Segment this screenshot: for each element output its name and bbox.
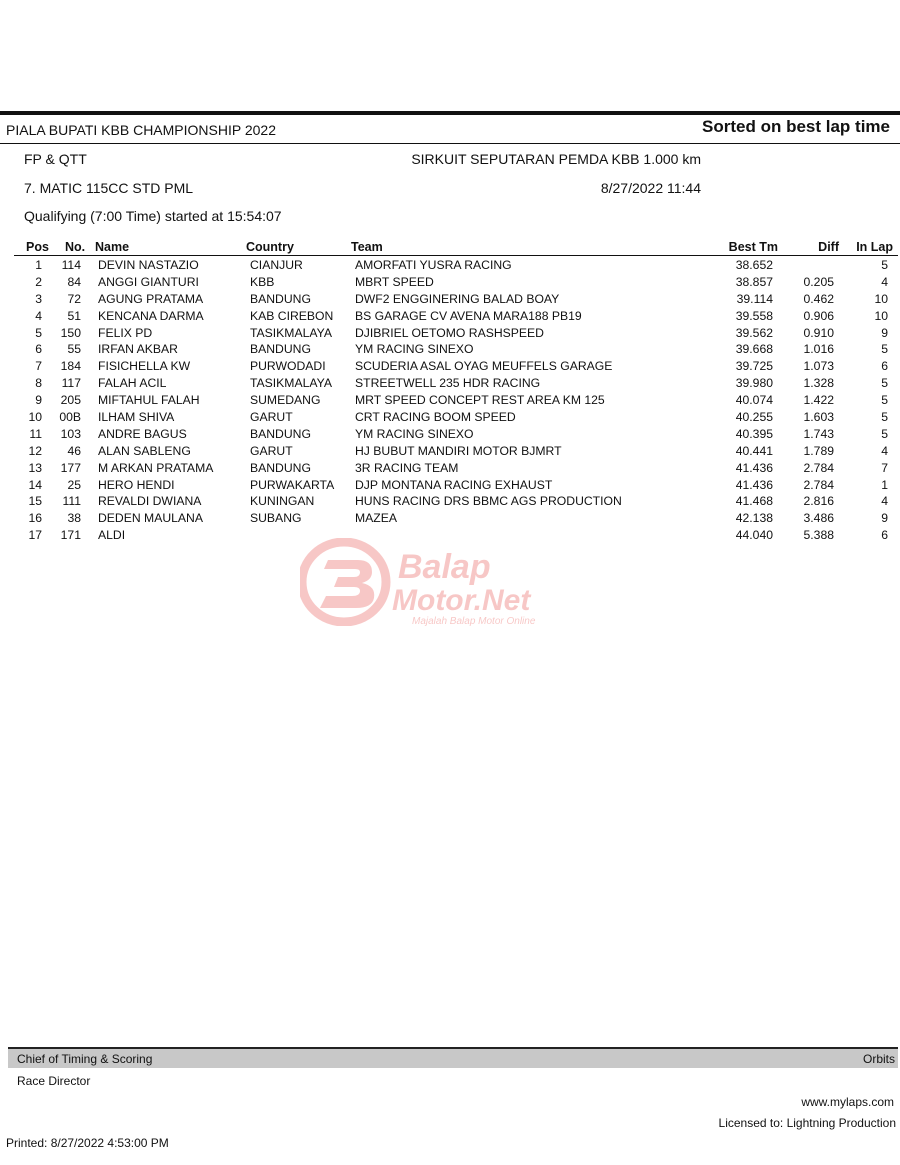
- cell-pos: 5: [35, 325, 42, 340]
- cell-best-time: 39.668: [735, 342, 773, 357]
- cell-name: DEVIN NASTAZIO: [98, 258, 199, 272]
- column-header-no: No.: [65, 240, 86, 254]
- cell-country: BANDUNG: [250, 342, 311, 357]
- table-row: [0, 461, 900, 478]
- balapmotor-watermark-logo: [300, 538, 602, 626]
- cell-best-time: 39.980: [735, 376, 773, 391]
- cell-pos: 8: [35, 376, 42, 391]
- cell-team: HUNS RACING DRS BBMC AGS PRODUCTION: [355, 494, 622, 509]
- cell-pos: 10: [28, 410, 42, 425]
- cell-best-time: 44.040: [735, 528, 773, 543]
- cell-team: YM RACING SINEXO: [355, 342, 474, 357]
- cell-name: HERO HENDI: [98, 477, 175, 492]
- results-table: [0, 258, 900, 545]
- cell-number: 103: [60, 426, 81, 441]
- cell-number: 171: [60, 528, 81, 543]
- cell-diff: 1.422: [803, 393, 834, 408]
- table-row: [0, 494, 900, 511]
- cell-best-time: 40.074: [735, 393, 773, 408]
- cell-name: ANDRE BAGUS: [98, 426, 187, 441]
- sort-label: Sorted on best lap time: [702, 117, 890, 136]
- cell-best-time: 41.468: [735, 494, 773, 509]
- cell-name: DEDEN MAULANA: [98, 511, 203, 526]
- cell-best-time: 40.395: [735, 426, 773, 441]
- cell-country: TASIKMALAYA: [250, 376, 332, 391]
- cell-pos: 6: [35, 342, 42, 357]
- table-row: [0, 444, 900, 461]
- datetime-label: 8/27/2022 11:44: [600, 180, 701, 196]
- cell-number: 205: [60, 393, 81, 408]
- table-row: [0, 478, 900, 495]
- cell-country: SUBANG: [250, 511, 302, 526]
- table-row: [0, 511, 900, 528]
- cell-number: 177: [60, 460, 81, 475]
- cell-country: PURWAKARTA: [250, 477, 335, 492]
- top-rule: [0, 111, 900, 115]
- cell-team: SCUDERIA ASAL OYAG MEUFFELS GARAGE: [355, 359, 613, 374]
- cell-in-lap: 4: [881, 274, 888, 289]
- cell-diff: 2.784: [803, 477, 834, 492]
- cell-pos: 9: [35, 393, 42, 408]
- cell-diff: 5.388: [803, 528, 834, 543]
- cell-in-lap: 4: [881, 443, 888, 458]
- cell-in-lap: 6: [881, 528, 888, 543]
- cell-team: 3R RACING TEAM: [355, 460, 459, 475]
- cell-pos: 1: [35, 258, 42, 272]
- cell-best-time: 39.725: [735, 359, 773, 374]
- cell-in-lap: 1: [881, 477, 888, 492]
- cell-best-time: 38.652: [735, 258, 773, 272]
- session-label: FP & QTT: [24, 151, 87, 167]
- cell-pos: 3: [35, 291, 42, 306]
- cell-diff: 0.906: [803, 308, 834, 323]
- cell-best-time: 38.857: [735, 274, 773, 289]
- table-row: [0, 275, 900, 292]
- cell-number: 00B: [59, 410, 81, 425]
- cell-number: 25: [67, 477, 81, 492]
- cell-name: KENCANA DARMA: [98, 308, 204, 323]
- printed-timestamp: Printed: 8/27/2022 4:53:00 PM: [6, 1136, 169, 1150]
- table-row: [0, 410, 900, 427]
- cell-diff: 3.486: [803, 511, 834, 526]
- circuit-label: SIRKUIT SEPUTARAN PEMDA KBB 1.000 km: [411, 151, 701, 167]
- column-header-diff: Diff: [818, 240, 839, 254]
- cell-best-time: 40.441: [735, 443, 773, 458]
- cell-number: 51: [67, 308, 81, 323]
- cell-diff: 2.816: [803, 494, 834, 509]
- cell-name: M ARKAN PRATAMA: [98, 460, 214, 475]
- cell-country: GARUT: [250, 410, 293, 425]
- cell-in-lap: 9: [881, 511, 888, 526]
- cell-country: TASIKMALAYA: [250, 325, 332, 340]
- cell-pos: 12: [28, 443, 42, 458]
- cell-pos: 11: [29, 426, 42, 441]
- cell-pos: 17: [28, 528, 42, 543]
- cell-country: KBB: [250, 274, 275, 289]
- cell-best-time: 39.558: [735, 308, 773, 323]
- cell-team: AMORFATI YUSRA RACING: [355, 258, 512, 272]
- event-title: PIALA BUPATI KBB CHAMPIONSHIP 2022: [6, 122, 276, 138]
- cell-name: MIFTAHUL FALAH: [98, 393, 200, 408]
- cell-number: 150: [60, 325, 81, 340]
- cell-team: CRT RACING BOOM SPEED: [355, 410, 516, 425]
- cell-country: PURWODADI: [250, 359, 326, 374]
- cell-diff: 2.784: [803, 460, 834, 475]
- cell-diff: 1.743: [803, 426, 834, 441]
- cell-name: AGUNG PRATAMA: [98, 291, 204, 306]
- cell-name: ALDI: [98, 528, 126, 543]
- cell-country: BANDUNG: [250, 460, 311, 475]
- cell-number: 84: [67, 274, 81, 289]
- cell-diff: 1.603: [803, 410, 834, 425]
- table-row: [0, 427, 900, 444]
- cell-number: 117: [61, 376, 81, 391]
- table-row: [0, 359, 900, 376]
- watermark-line1: Balap: [398, 548, 491, 586]
- cell-best-time: 41.436: [735, 460, 773, 475]
- cell-best-time: 40.255: [735, 410, 773, 425]
- cell-diff: 0.205: [803, 274, 834, 289]
- website-link[interactable]: www.mylaps.com: [801, 1095, 894, 1109]
- cell-in-lap: 5: [881, 258, 888, 272]
- cell-in-lap: 4: [881, 494, 888, 509]
- table-row: [0, 326, 900, 343]
- cell-country: BANDUNG: [250, 291, 311, 306]
- cell-team: BS GARAGE CV AVENA MARA188 PB19: [355, 308, 582, 323]
- cell-name: FISICHELLA KW: [98, 359, 191, 374]
- cell-in-lap: 7: [881, 460, 888, 475]
- cell-pos: 15: [28, 494, 42, 509]
- cell-diff: 1.016: [803, 342, 834, 357]
- table-row: [0, 376, 900, 393]
- cell-team: HJ BUBUT MANDIRI MOTOR BJMRT: [355, 443, 562, 458]
- cell-in-lap: 5: [881, 410, 888, 425]
- cell-in-lap: 5: [881, 393, 888, 408]
- title-divider: [0, 143, 900, 144]
- qualifying-info: Qualifying (7:00 Time) started at 15:54:07: [24, 208, 282, 224]
- cell-diff: 0.462: [803, 291, 834, 306]
- cell-best-time: 39.114: [736, 291, 773, 306]
- column-header-best-time: Best Tm: [728, 240, 778, 254]
- cell-number: 184: [60, 359, 81, 374]
- cell-name: IRFAN AKBAR: [98, 342, 178, 357]
- cell-country: SUMEDANG: [250, 393, 321, 408]
- cell-diff: 0.910: [803, 325, 834, 340]
- cell-in-lap: 5: [881, 426, 888, 441]
- cell-number: 111: [62, 494, 81, 509]
- cell-number: 114: [61, 258, 81, 272]
- cell-team: YM RACING SINEXO: [355, 426, 474, 441]
- class-label: 7. MATIC 115CC STD PML: [24, 180, 194, 196]
- watermark-tagline: Majalah Balap Motor Online: [412, 616, 536, 626]
- watermark-line2: Motor.Net: [392, 584, 531, 617]
- cell-in-lap: 10: [874, 308, 888, 323]
- cell-number: 72: [67, 291, 81, 306]
- column-header-pos: Pos: [26, 240, 49, 254]
- cell-in-lap: 5: [881, 376, 888, 391]
- cell-country: KAB CIREBON: [250, 308, 334, 323]
- cell-in-lap: 9: [881, 325, 888, 340]
- column-header-in-lap: In Lap: [856, 240, 893, 254]
- cell-in-lap: 10: [874, 291, 888, 306]
- column-header-team: Team: [351, 240, 383, 254]
- licensed-to-label: Licensed to: Lightning Production: [718, 1116, 896, 1130]
- cell-team: MRT SPEED CONCEPT REST AREA KM 125: [355, 393, 605, 408]
- orbits-label: Orbits: [862, 1052, 895, 1066]
- cell-team: MBRT SPEED: [355, 274, 434, 289]
- cell-country: GARUT: [250, 443, 293, 458]
- cell-name: ALAN SABLENG: [98, 443, 191, 458]
- cell-pos: 2: [35, 274, 42, 289]
- cell-country: KUNINGAN: [250, 494, 315, 509]
- column-header-country: Country: [246, 240, 294, 254]
- cell-name: FELIX PD: [98, 325, 153, 340]
- table-row: [0, 309, 900, 326]
- cell-team: STREETWELL 235 HDR RACING: [355, 376, 541, 391]
- cell-diff: 1.789: [803, 443, 834, 458]
- cell-in-lap: 6: [881, 359, 888, 374]
- cell-country: BANDUNG: [250, 426, 311, 441]
- cell-pos: 4: [35, 308, 42, 323]
- cell-diff: 1.328: [803, 376, 834, 391]
- chief-of-timing-label: Chief of Timing & Scoring: [17, 1052, 153, 1066]
- table-row: [0, 393, 900, 410]
- cell-name: REVALDI DWIANA: [98, 494, 202, 509]
- cell-name: ANGGI GIANTURI: [98, 274, 199, 289]
- cell-best-time: 39.562: [735, 325, 773, 340]
- cell-pos: 7: [35, 359, 42, 374]
- logo-b-icon: [320, 560, 374, 608]
- cell-best-time: 42.138: [735, 511, 773, 526]
- race-director-label: Race Director: [17, 1074, 91, 1088]
- cell-number: 55: [67, 342, 81, 357]
- cell-team: DWF2 ENGGINERING BALAD BOAY: [355, 291, 560, 306]
- cell-name: FALAH ACIL: [98, 376, 167, 391]
- cell-team: MAZEA: [355, 511, 397, 526]
- cell-number: 46: [67, 443, 81, 458]
- cell-best-time: 41.436: [735, 477, 773, 492]
- cell-in-lap: 5: [881, 342, 888, 357]
- cell-diff: 1.073: [803, 359, 834, 374]
- cell-name: ILHAM SHIVA: [98, 410, 175, 425]
- table-row: [0, 258, 900, 275]
- cell-pos: 13: [28, 460, 42, 475]
- cell-country: CIANJUR: [250, 258, 303, 272]
- table-row: [0, 292, 900, 309]
- table-row: [0, 342, 900, 359]
- cell-number: 38: [67, 511, 81, 526]
- cell-pos: 14: [28, 477, 42, 492]
- footer-bar: [8, 1047, 898, 1068]
- cell-team: DJP MONTANA RACING EXHAUST: [355, 477, 553, 492]
- header-divider: [14, 255, 898, 256]
- cell-pos: 16: [28, 511, 42, 526]
- column-header-name: Name: [95, 240, 130, 254]
- cell-team: DJIBRIEL OETOMO RASHSPEED: [355, 325, 544, 340]
